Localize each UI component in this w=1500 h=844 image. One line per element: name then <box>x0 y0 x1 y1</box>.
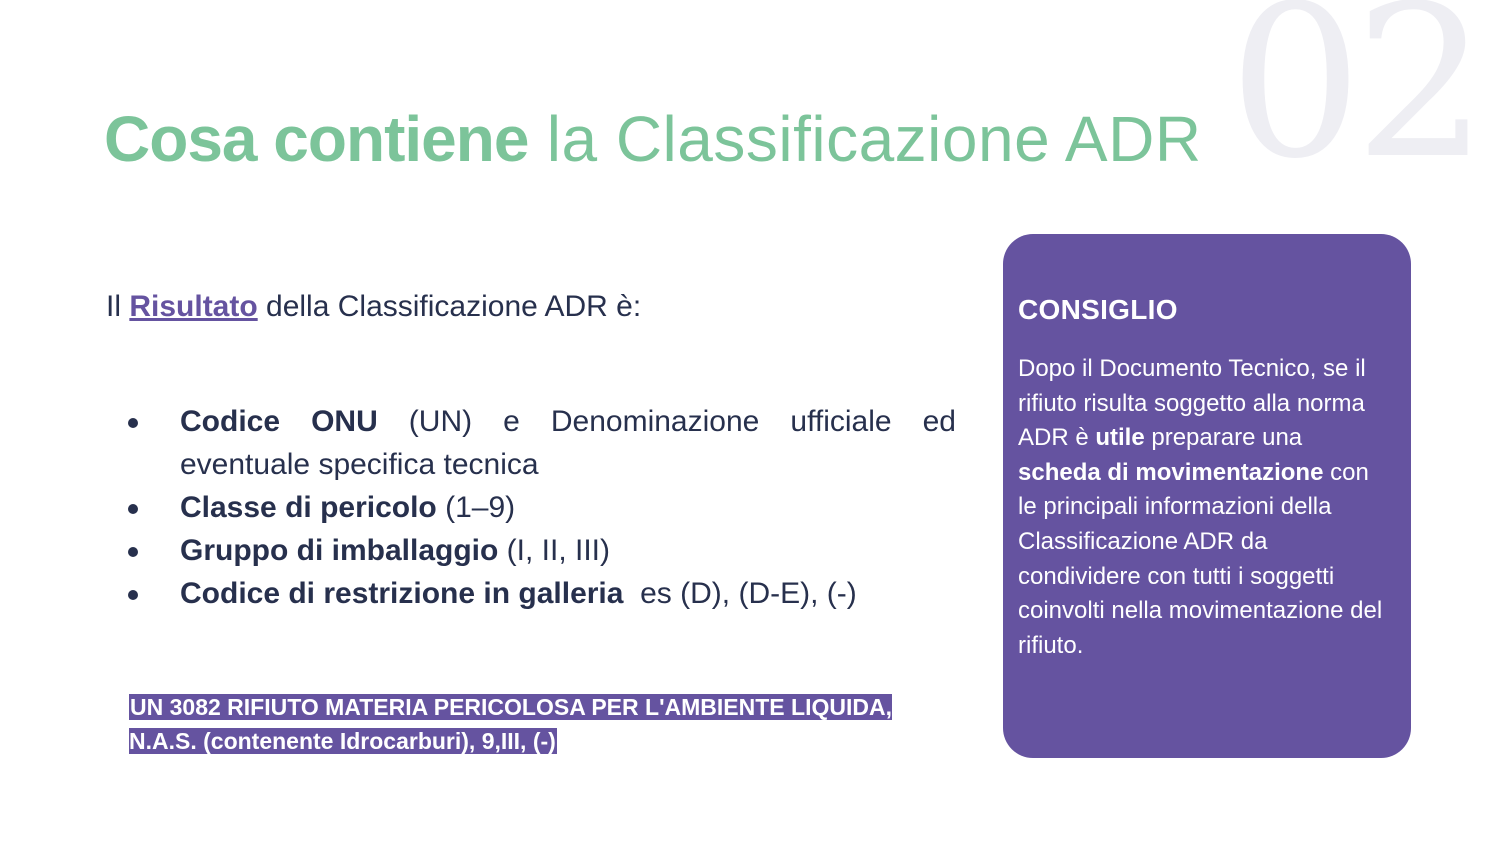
list-item <box>124 572 956 615</box>
intro-suffix: della Classificazione ADR è: <box>257 290 642 323</box>
page-title <box>104 104 1202 174</box>
tip-card <box>1003 234 1411 758</box>
tip-text-1: Dopo il Documento Tecnico, se il rifiuto risulta soggetto alla norma ADR è <box>1018 355 1366 452</box>
bullet-text: (UN) e Denominazione ufficiale ed eventuale specifica tecnica <box>180 405 956 481</box>
bullet-list <box>124 400 956 615</box>
bullet-icon <box>128 418 138 428</box>
tip-bold-1: utile <box>1095 424 1145 452</box>
tip-title: CONSIGLIO <box>1018 294 1178 325</box>
bullet-bold: Classe di pericolo <box>180 491 437 524</box>
bullet-text: es (D), (D-E), (-) <box>623 577 857 610</box>
bullet-icon <box>128 504 138 514</box>
adr-example-text: UN 3082 RIFIUTO MATERIA PERICOLOSA PER L'AMBIENTE LIQUIDA, N.A.S. (contenente Idrocarburi), 9,III, (-) <box>129 694 892 754</box>
list-item <box>124 529 956 572</box>
bullet-text: (I, II, III) <box>498 534 610 567</box>
tip-text-2: preparare una <box>1144 424 1303 452</box>
tip-body <box>1018 352 1385 663</box>
bullet-icon <box>128 590 138 600</box>
bullet-text: (1–9) <box>436 491 516 524</box>
tip-bold-2: scheda di movimentazione <box>1018 458 1324 486</box>
title-light: la Classificazione ADR <box>528 103 1202 175</box>
tip-text-3: con le principali informazioni della Classificazione ADR da condividere con tutti i soggetti coinvolti nella movimentazione del rifiuto. <box>1018 458 1383 659</box>
intro-text <box>106 290 641 324</box>
title-bold: Cosa contiene <box>104 103 529 175</box>
risultato-link[interactable]: Risultato <box>129 290 258 323</box>
slide-number: 02 <box>1228 0 1480 205</box>
bullet-icon <box>128 547 138 557</box>
bullet-bold: Codice ONU <box>180 405 378 438</box>
adr-example-label <box>129 690 949 758</box>
list-item <box>124 486 956 529</box>
intro-prefix: Il <box>106 290 130 323</box>
bullet-bold: Codice di restrizione in galleria <box>180 577 624 610</box>
list-item <box>124 400 956 486</box>
bullet-bold: Gruppo di imballaggio <box>180 534 499 567</box>
